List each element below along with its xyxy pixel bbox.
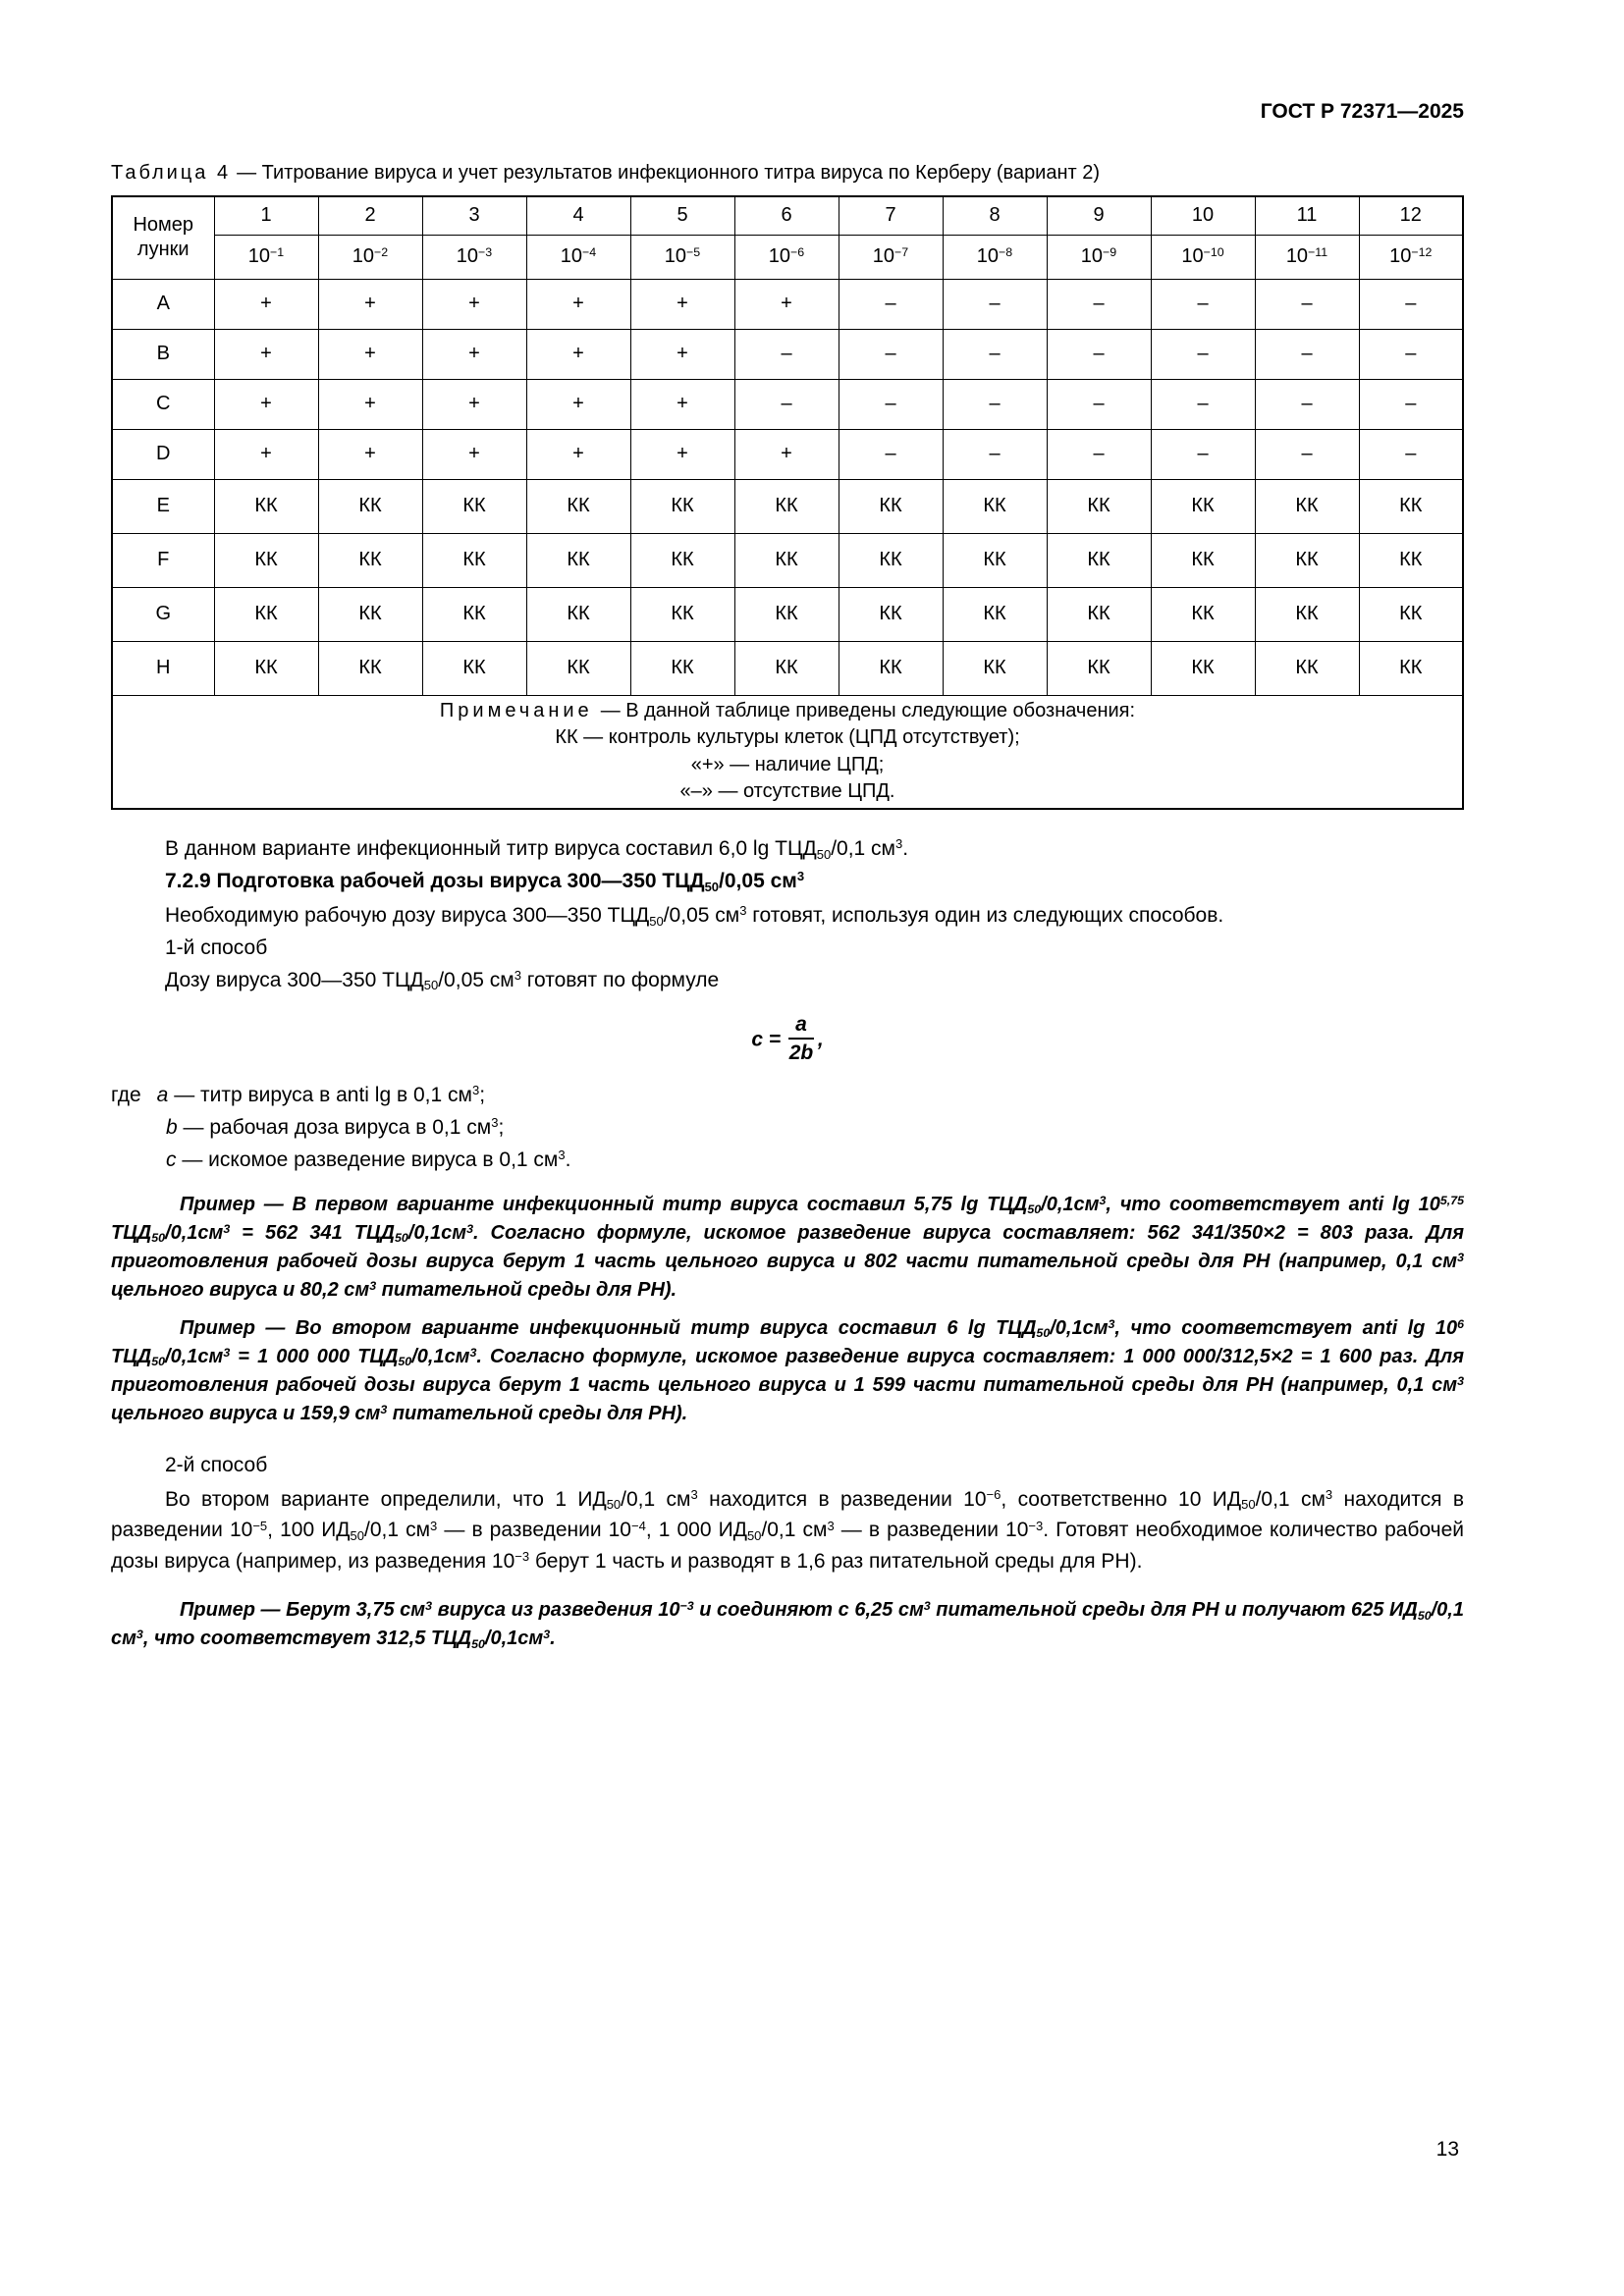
result-cell: + (526, 279, 630, 329)
formula-numerator: a (788, 1013, 814, 1040)
dilution-header: $10^{-1}$ (214, 235, 318, 279)
result-cell: – (1359, 279, 1463, 329)
result-cell: КК (1047, 479, 1151, 533)
well-column-number: 10 (1151, 196, 1255, 236)
well-row-label: F (112, 533, 214, 587)
column-numbers-row (112, 196, 1463, 236)
result-cell: КК (839, 533, 943, 587)
dilutions-row (112, 235, 1463, 279)
result-cell: КК (422, 587, 526, 641)
result-cell: КК (1255, 587, 1359, 641)
table-row (112, 379, 1463, 429)
table-header (112, 196, 1463, 280)
result-cell: КК (422, 479, 526, 533)
well-row-label: A (112, 279, 214, 329)
well-column-number: 7 (839, 196, 943, 236)
well-row-label: E (112, 479, 214, 533)
table-caption-text: — Титрование вируса и учет результатов инфекционного титра вируса по Керберу (вариант 2) (237, 161, 1101, 184)
result-cell: + (318, 279, 422, 329)
paragraph-dose-formula-intro: Дозу вируса 300—350 $ТЦД_{50}/0,05$ $см^3$ готовят по формуле (165, 968, 720, 993)
result-cell: – (1047, 279, 1151, 329)
result-cell: КК (839, 479, 943, 533)
result-cell: КК (734, 533, 839, 587)
result-cell: – (1255, 279, 1359, 329)
result-cell: – (1151, 429, 1255, 479)
titration-table (111, 195, 1464, 810)
result-cell: – (839, 379, 943, 429)
table-row (112, 429, 1463, 479)
result-cell: КК (839, 587, 943, 641)
definition-c-text: — искомое разведение вируса в 0,1 $см^3$. (182, 1148, 571, 1171)
result-cell: КК (1151, 641, 1255, 695)
result-cell: КК (943, 479, 1047, 533)
result-cell: + (734, 279, 839, 329)
where-word: где (111, 1083, 141, 1106)
result-cell: КК (734, 587, 839, 641)
result-cell: КК (1047, 641, 1151, 695)
well-column-number: 3 (422, 196, 526, 236)
note-intro: — В данной таблице приведены следующие обозначения: (600, 699, 1136, 721)
result-cell: + (318, 329, 422, 379)
result-cell: + (526, 329, 630, 379)
dilution-header: $10^{-9}$ (1047, 235, 1151, 279)
paragraph-working-dose: Необходимую рабочую дозу вируса 300—350 $ТЦД_{50}/0,05$ $см^3$ готовят, используя один из следующих способов. (165, 903, 1224, 929)
result-cell: – (1047, 329, 1151, 379)
dilution-header: $10^{-10}$ (1151, 235, 1255, 279)
result-cell: КК (526, 587, 630, 641)
result-cell: + (422, 329, 526, 379)
result-cell: – (734, 379, 839, 429)
dilution-header: $10^{-11}$ (1255, 235, 1359, 279)
definition-b-text: — рабочая доза вируса в 0,1 $см^3$; (183, 1115, 505, 1139)
result-cell: – (1151, 379, 1255, 429)
result-cell: КК (214, 641, 318, 695)
result-cell: – (943, 379, 1047, 429)
table-row (112, 587, 1463, 641)
definition-c (166, 1147, 1464, 1175)
result-cell: КК (422, 641, 526, 695)
result-cell: + (734, 429, 839, 479)
well-column-number: 6 (734, 196, 839, 236)
result-cell: КК (214, 587, 318, 641)
result-cell: КК (1359, 587, 1463, 641)
result-cell: + (422, 279, 526, 329)
well-row-label: C (112, 379, 214, 429)
definition-a (111, 1082, 1464, 1110)
well-row-label: G (112, 587, 214, 641)
formula (111, 1012, 1464, 1066)
note-heading (116, 698, 1459, 725)
result-cell: – (734, 329, 839, 379)
definition-b (166, 1114, 1464, 1143)
well-column-number: 1 (214, 196, 318, 236)
dilution-header: $10^{-12}$ (1359, 235, 1463, 279)
result-cell: + (214, 279, 318, 329)
result-cell: – (1359, 329, 1463, 379)
formula-fraction (788, 1013, 814, 1064)
document-code: ГОСТ Р 72371—2025 (1260, 100, 1464, 123)
example-3: Пример — Берут 3,75 $см^3$ вируса из разведения $10^{-3}$ и соединяют с 6,25 $см^3$ питательной среды для РН и получают 625 $ИД_{50}/0,1$ $см^3$, что соответствует 312,5 $ТЦД_{50}/0,1см^3$. (111, 1599, 1464, 1651)
result-cell: КК (526, 641, 630, 695)
paragraph-titer-result: В данном варианте инфекционный титр вируса составил 6,0 $\lg ТЦД_{50}/0,1$ $см^3$. (165, 836, 909, 862)
formula-comma: , (817, 1028, 824, 1051)
result-cell: + (630, 279, 734, 329)
dilution-header: $10^{-7}$ (839, 235, 943, 279)
result-cell: + (630, 429, 734, 479)
result-cell: + (318, 429, 422, 479)
result-cell: КК (943, 641, 1047, 695)
result-cell: – (1151, 279, 1255, 329)
result-cell: КК (1047, 587, 1151, 641)
result-cell: + (318, 379, 422, 429)
result-cell: КК (526, 533, 630, 587)
table-row (112, 479, 1463, 533)
method2-label: 2-й способ (165, 1453, 268, 1476)
result-cell: КК (318, 587, 422, 641)
table-note (112, 695, 1463, 809)
example-2: Пример — Во втором варианте инфекционный титр вируса составил 6 $\lg ТЦД_{50}/0,1см^3$, что соответствует anti $\lg 10^6$ $ТЦД_{50}/0,1см^3 = 1$ 000 000 $ТЦД_{50}/0,1см^3$. Согласно формуле, искомое разведение вируса составляет: 1 000 000/312,5×2 = 1 600 раз. Для приготовления рабочей дозы вируса берут 1 часть цельного вируса и 1 599 части питательной среды для РН (например, 0,1 $см^3$ цельного вируса и 159,9 $см^3$ питательной среды для РН). (111, 1316, 1464, 1424)
dilution-header: $10^{-5}$ (630, 235, 734, 279)
dilution-header: $10^{-3}$ (422, 235, 526, 279)
definition-a-text: — титр вируса в anti lg в 0,1 $см^3$; (174, 1083, 486, 1106)
where-block (111, 1082, 1464, 1175)
well-row-label: H (112, 641, 214, 695)
formula-lhs: c = (751, 1028, 782, 1051)
result-cell: КК (1255, 533, 1359, 587)
well-column-number: 8 (943, 196, 1047, 236)
table-note-body (112, 695, 1463, 809)
result-cell: – (943, 279, 1047, 329)
formula-denominator: 2b (788, 1041, 814, 1064)
note-line-minus: «–» — отсутствие ЦПД. (679, 780, 895, 803)
result-cell: КК (734, 479, 839, 533)
table-results-body (112, 279, 1463, 695)
result-cell: КК (630, 479, 734, 533)
well-row-label: D (112, 429, 214, 479)
table-row (112, 329, 1463, 379)
result-cell: КК (1359, 533, 1463, 587)
result-cell: КК (1359, 479, 1463, 533)
result-cell: КК (943, 587, 1047, 641)
result-cell: – (1255, 379, 1359, 429)
result-cell: КК (943, 533, 1047, 587)
corner-header: Номер лунки (112, 196, 214, 280)
result-cell: КК (422, 533, 526, 587)
result-cell: – (839, 329, 943, 379)
dilution-header: $10^{-6}$ (734, 235, 839, 279)
result-cell: КК (318, 479, 422, 533)
result-cell: КК (214, 533, 318, 587)
result-cell: КК (1151, 533, 1255, 587)
table-caption-label: Таблица 4 (111, 161, 232, 184)
result-cell: КК (1151, 479, 1255, 533)
result-cell: – (1255, 329, 1359, 379)
result-cell: – (1359, 379, 1463, 429)
result-cell: + (214, 329, 318, 379)
table-row (112, 641, 1463, 695)
note-row (112, 695, 1463, 809)
page-content (111, 98, 1464, 1653)
well-column-number: 11 (1255, 196, 1359, 236)
result-cell: + (214, 429, 318, 479)
well-column-number: 9 (1047, 196, 1151, 236)
variable-b: b (166, 1115, 178, 1139)
result-cell: + (526, 379, 630, 429)
variable-c: c (166, 1148, 177, 1171)
result-cell: КК (1151, 587, 1255, 641)
result-cell: + (422, 379, 526, 429)
result-cell: КК (214, 479, 318, 533)
well-column-number: 2 (318, 196, 422, 236)
table-caption (111, 160, 1464, 187)
table-row (112, 279, 1463, 329)
result-cell: + (630, 379, 734, 429)
result-cell: КК (630, 533, 734, 587)
well-column-number: 5 (630, 196, 734, 236)
section-heading-7-2-9: 7.2.9 Подготовка рабочей дозы вируса 300—350 $ТЦД_{50}/0,05$ $см^3$ (165, 869, 805, 894)
result-cell: – (943, 329, 1047, 379)
result-cell: – (1151, 329, 1255, 379)
well-column-number: 12 (1359, 196, 1463, 236)
note-line-kk: КК — контроль культуры клеток (ЦПД отсутствует); (555, 726, 1020, 749)
table-row (112, 533, 1463, 587)
result-cell: – (839, 429, 943, 479)
result-cell: КК (318, 641, 422, 695)
result-cell: КК (1359, 641, 1463, 695)
result-cell: КК (1255, 479, 1359, 533)
result-cell: КК (318, 533, 422, 587)
result-cell: – (943, 429, 1047, 479)
dilution-header: $10^{-8}$ (943, 235, 1047, 279)
result-cell: – (1359, 429, 1463, 479)
result-cell: – (1047, 429, 1151, 479)
result-cell: КК (1255, 641, 1359, 695)
result-cell: – (839, 279, 943, 329)
result-cell: КК (630, 587, 734, 641)
method1-label: 1-й способ (165, 935, 268, 959)
paragraph-method2: Во втором варианте определили, что 1 $ИД_{50}/0,1$ $см^3$ находится в разведении $10^{-6}$, соответственно 10 $ИД_{50}/0,1$ $см^3$ находится в разведении $10^{-5}$, 100 $ИД_{50}/0,1$ $см^3$ — в разведении $10^{-4}$, 1 000 $ИД_{50}/0,1$ $см^3$ — в разведении $10^{-3}$. Готовят необходимое количество рабочей дозы вируса (например, из разведения $10^{-3}$ берут 1 часть и разводят в 1,6 раз питательной среды для РН). (111, 1487, 1465, 1573)
well-row-label: B (112, 329, 214, 379)
result-cell: – (1047, 379, 1151, 429)
result-cell: КК (630, 641, 734, 695)
variable-a: a (156, 1083, 169, 1106)
result-cell: + (214, 379, 318, 429)
dilution-header: $10^{-2}$ (318, 235, 422, 279)
result-cell: – (1255, 429, 1359, 479)
well-column-number: 4 (526, 196, 630, 236)
result-cell: + (422, 429, 526, 479)
result-cell: + (630, 329, 734, 379)
result-cell: КК (526, 479, 630, 533)
result-cell: + (526, 429, 630, 479)
dilution-header: $10^{-4}$ (526, 235, 630, 279)
result-cell: КК (839, 641, 943, 695)
note-line-plus: «+» — наличие ЦПД; (690, 753, 885, 775)
page-number: 13 (1435, 2138, 1459, 2161)
result-cell: КК (1047, 533, 1151, 587)
result-cell: КК (734, 641, 839, 695)
note-label: Примечание (439, 699, 593, 721)
example-1: Пример — В первом варианте инфекционный титр вируса составил 5,75 $\lg ТЦД_{50}/0,1см^3$, что соответствует anti lg 10$^{5,75}$ $ТЦД_{50}/0,1см^3 = 562$ 341 $ТЦД_{50}/0,1см^3$. Согласно формуле, искомое разведение вируса составляет: 562 341/350×2 = 803 раза. Для приготовления рабочей дозы вируса берут 1 часть цельного вируса и 802 части питательной среды для РН (например, 0,1 $см^3$ цельного вируса и 80,2 $см^3$ питательной среды для РН). (111, 1193, 1464, 1301)
